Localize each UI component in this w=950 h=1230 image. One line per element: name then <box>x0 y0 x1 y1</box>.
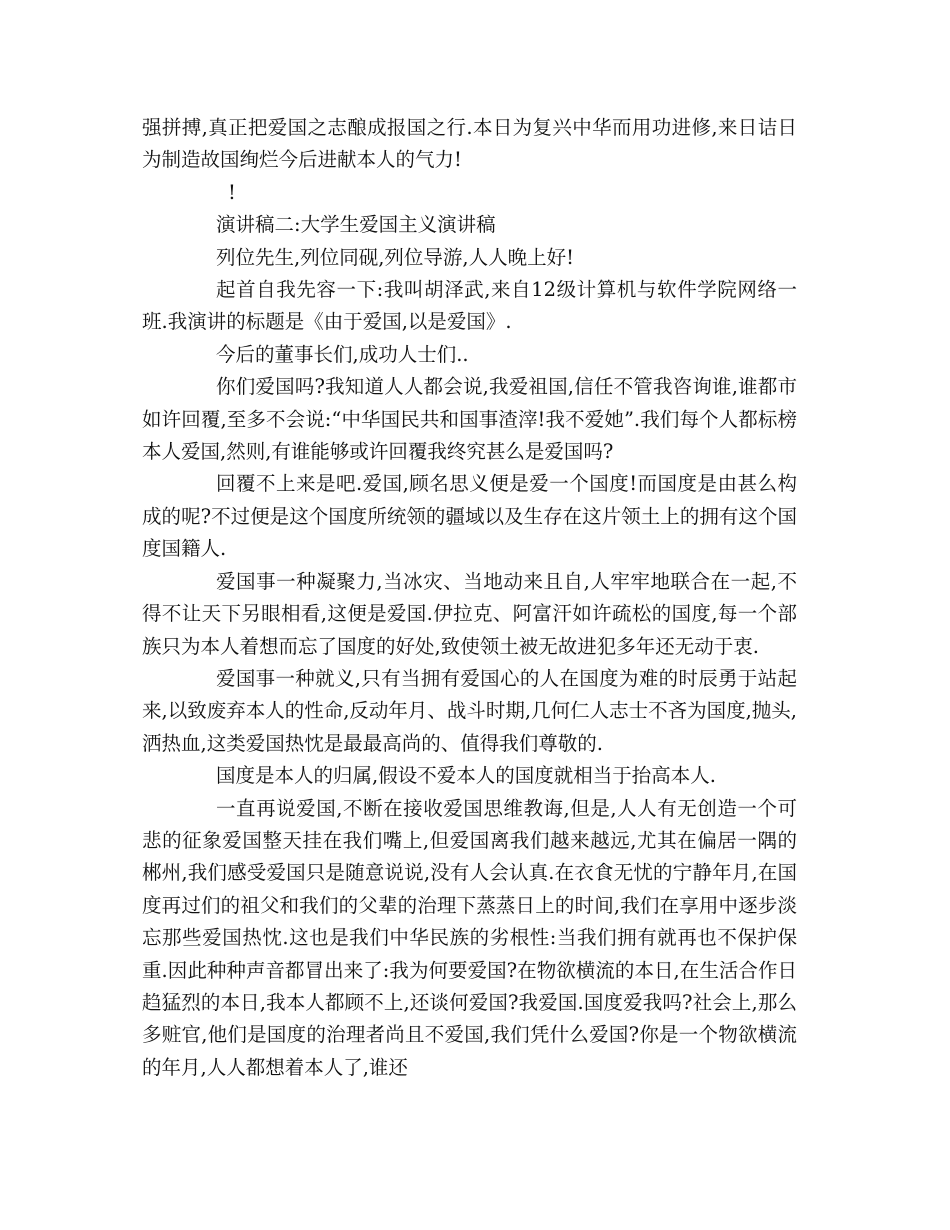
paragraph-address: 今后的董事长们,成功人士们.. <box>216 342 469 366</box>
paragraph-cohesion: 爱国事一种凝聚力,当冰灾、当地动来且自,人牢牢地联合在一起,不得不让天下另眼相看,这便是爱国.伊拉克、阿富汗如许疏松的国度,每一个部族只为本人着想而忘了国度的好处,致使领土被无故进犯多年还无动于衷. <box>142 569 797 658</box>
paragraph-continuation: 强拼搏,真正把爱国之志酿成报国之行.本日为复兴中华而用功进修,来日诘日为制造故国绚烂今后进献本人的气力! <box>142 116 797 172</box>
paragraph-introduction: 起首自我先容一下:我叫胡泽武,来自12级计算机与软件学院网络一班.我演讲的标题是《由于爱国,以是爱国》. <box>142 278 797 334</box>
paragraph-sacrifice: 爱国事一种就义,只有当拥有爱国心的人在国度为难的时辰勇于站起来,以致废弃本人的性命,反动年月、战斗时期,几何仁人志士不吝为国度,抛头,洒热血,这类爱国热忱是最最高尚的、值得我们尊敬的. <box>142 666 797 755</box>
paragraph-question: 你们爱国吗?我知道人人都会说,我爱祖国,信任不管我咨询谁,谁都市如许回覆,至多不会说:“中华国民共和国事渣滓!我不爱她”.我们每个人都标榜本人爱国,然则,有谁能够或许回覆我终究甚么是爱国吗? <box>142 375 797 464</box>
paragraph-exclamation: ! <box>228 180 236 204</box>
speech-title: 演讲稿二:大学生爱国主义演讲稿 <box>216 213 496 237</box>
paragraph-belonging: 国度是本人的归属,假设不爱本人的国度就相当于抬高本人. <box>216 764 716 788</box>
paragraph-reflection: 一直再说爱国,不断在接收爱国思维教诲,但是,人人有无创造一个可悲的征象爱国整天挂在我们嘴上,但爱国离我们越来越远,尤其在偏居一隅的郴州,我们感受爱国只是随意说说,没有人会认真.在衣食无忧的宁静年月,在国度再过们的祖父和我们的父辈的治理下蒸蒸日上的时间,我们在享用中逐步淡忘那些爱国热忱.这也是我们中华民族的劣根性:当我们拥有就再也不保护保重.因此种种声音都冒出来了:我为何要爱国?在物欲横流的本日,在生活合作日趋猛烈的本日,我本人都顾不上,还谈何爱国?我爱国.国度爱我吗?社会上,那么多赃官,他们是国度的治理者尚且不爱国,我们凭什么爱国?你是一个物欲横流的年月,人人都想着本人了,谁还 <box>142 796 797 1079</box>
paragraph-definition: 回覆不上来是吧.爱国,顾名思义便是爱一个国度!而国度是由甚么构成的呢?不过便是这个国度所统领的疆域以及生存在这片领土上的拥有这个国度国籍人. <box>142 472 797 561</box>
speech-body <box>142 112 797 1084</box>
paragraph-greeting: 列位先生,列位同砚,列位导游,人人晚上好! <box>216 245 574 269</box>
